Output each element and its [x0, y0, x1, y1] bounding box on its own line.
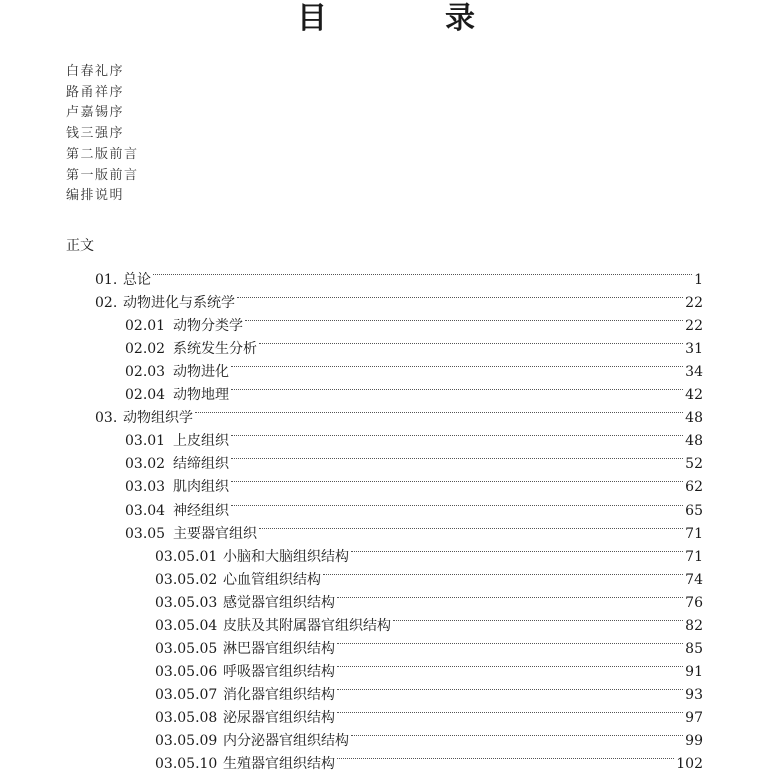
toc-entry-page: 93: [685, 686, 703, 703]
toc-entry-title: 主要器官组织: [173, 525, 257, 542]
toc-entry-number: 03.02: [125, 456, 166, 473]
toc-entry[interactable]: [155, 538, 703, 565]
toc-entry-title: 泌尿器官组织结构: [223, 709, 335, 726]
toc-entry-number: 03.05.05: [155, 640, 218, 657]
dot-leader: [231, 353, 683, 376]
toc-entry[interactable]: [155, 699, 703, 726]
page-title: 目 录: [297, 1, 519, 36]
toc-entry-title: 动物组织学: [123, 410, 193, 427]
toc-entry-number: 03.05.04: [155, 617, 218, 634]
dot-leader: [231, 445, 683, 468]
toc-entry-page: 48: [685, 410, 703, 427]
dot-leader: [237, 284, 683, 307]
toc-entry-number: 02.01: [125, 318, 166, 335]
toc-entry-number: 03.04: [125, 502, 166, 519]
toc-entry-number: 03.01: [125, 433, 166, 450]
dot-leader: [231, 376, 683, 399]
toc-entry-page: 85: [685, 640, 703, 657]
toc-entry-number: 03.05.02: [155, 571, 218, 588]
toc-entry-title: 动物进化与系统学: [123, 295, 235, 312]
toc-entry-title: 系统发生分析: [173, 341, 257, 358]
dot-leader: [393, 607, 683, 630]
toc-entry-number: 01.: [95, 272, 118, 288]
toc-entry[interactable]: [125, 330, 703, 358]
toc-entry-title: 消化器官组织结构: [223, 686, 335, 703]
toc-entry-page: 22: [685, 295, 703, 312]
toc-entry[interactable]: [125, 468, 703, 496]
dot-leader: [323, 561, 683, 584]
toc-entry-title: 小脑和大脑组织结构: [223, 548, 349, 565]
toc-entry-title: 心血管组织结构: [223, 571, 321, 588]
toc-entry-title: 生殖器官组织结构: [223, 756, 335, 773]
toc-entry-title: 皮肤及其附属器官组织结构: [223, 617, 391, 634]
toc-entry[interactable]: [155, 745, 703, 773]
toc-entry-title: 神经组织: [173, 502, 229, 519]
toc-entry-page: 102: [676, 756, 703, 773]
preface-item[interactable]: 钱三强序: [66, 126, 125, 142]
toc-entry-page: 31: [685, 341, 703, 358]
toc-entry-page: 22: [685, 318, 703, 335]
dot-leader: [231, 492, 683, 515]
toc-entry-number: 03.05.01: [155, 548, 218, 565]
preface-item[interactable]: 卢嘉锡序: [66, 105, 125, 121]
toc-entry[interactable]: [95, 399, 703, 427]
toc-entry[interactable]: [125, 492, 703, 519]
toc-entry[interactable]: [155, 722, 703, 749]
dot-leader: [337, 745, 674, 768]
dot-leader: [351, 538, 683, 561]
toc-entry[interactable]: [155, 676, 703, 703]
toc-entry[interactable]: [125, 307, 703, 335]
toc-entry[interactable]: [95, 284, 703, 312]
toc-entry-number: 03.05.06: [155, 663, 218, 680]
toc-entry[interactable]: [155, 630, 703, 657]
toc-entry-title: 感觉器官组织结构: [223, 594, 335, 611]
preface-item[interactable]: 第二版前言: [66, 146, 139, 162]
toc-entry[interactable]: [95, 261, 703, 288]
toc-entry[interactable]: [125, 353, 703, 381]
dot-leader: [231, 468, 683, 491]
toc-entry-number: 02.04: [125, 387, 166, 404]
dot-leader: [337, 630, 683, 653]
dot-leader: [337, 653, 683, 676]
toc-entry-page: 76: [685, 594, 703, 611]
toc-entry-title: 结缔组织: [173, 456, 229, 473]
toc-entry-number: 03.03: [125, 479, 166, 496]
toc-entry-page: 91: [685, 663, 703, 680]
dot-leader: [259, 330, 683, 353]
dot-leader: [337, 699, 683, 722]
toc-entry-number: 03.05.10: [155, 756, 218, 773]
toc-entry-page: 48: [685, 433, 703, 450]
toc-entry-title: 动物分类学: [173, 318, 243, 335]
toc-entry-number: 02.02: [125, 341, 166, 358]
section-heading: 正文: [66, 238, 94, 254]
toc-entry-number: 02.: [95, 295, 118, 312]
toc-entry[interactable]: [125, 515, 703, 542]
toc-entry-page: 74: [685, 571, 703, 588]
preface-item[interactable]: 第一版前言: [66, 167, 139, 183]
toc-entry[interactable]: [155, 561, 703, 588]
dot-leader: [337, 676, 683, 699]
toc-entry-title: 上皮组织: [173, 433, 229, 450]
toc-entry-title: 淋巴器官组织结构: [223, 640, 335, 657]
toc-entry-number: 03.: [95, 410, 118, 427]
toc-entry-title: 呼吸器官组织结构: [223, 663, 335, 680]
toc-entry-number: 03.05: [125, 525, 166, 542]
toc-entry-page: 99: [685, 733, 703, 749]
dot-leader: [245, 307, 683, 330]
toc-entry-number: 03.05.07: [155, 686, 218, 703]
preface-item[interactable]: 编排说明: [66, 188, 125, 204]
toc-entry-page: 65: [685, 502, 703, 519]
dot-leader: [337, 584, 683, 607]
toc-entry-page: 71: [685, 525, 703, 542]
dot-leader: [259, 515, 683, 538]
toc-entry-page: 62: [685, 479, 703, 496]
toc-entry-title: 动物进化: [173, 364, 229, 381]
toc-entry[interactable]: [125, 376, 703, 404]
toc-entry-page: 97: [685, 709, 703, 726]
dot-leader: [195, 399, 683, 422]
preface-item[interactable]: 路甬祥序: [66, 84, 125, 100]
toc-entry-number: 02.03: [125, 364, 166, 381]
toc-entry-page: 34: [685, 364, 703, 381]
toc-entry-page: 71: [685, 548, 703, 565]
toc-entry-title: 总论: [123, 272, 151, 288]
toc-entry-number: 03.05.03: [155, 594, 218, 611]
toc-entry-number: 03.05.09: [155, 733, 218, 749]
toc-entry-title: 内分泌器官组织结构: [223, 733, 349, 749]
toc-entry-title: 动物地理: [173, 387, 229, 404]
toc-entry-page: 1: [694, 272, 703, 288]
toc-entry-title: 肌肉组织: [173, 479, 229, 496]
toc-entry[interactable]: [155, 607, 703, 634]
toc-entry-page: 52: [685, 456, 703, 473]
dot-leader: [231, 422, 683, 445]
dot-leader: [153, 261, 692, 284]
toc-entry[interactable]: [155, 653, 703, 680]
toc-entry-page: 42: [685, 387, 703, 404]
toc-entry[interactable]: [125, 445, 703, 473]
preface-item[interactable]: 白春礼序: [66, 64, 125, 79]
dot-leader: [351, 722, 683, 745]
preface-list: [66, 62, 139, 207]
toc-entry-number: 03.05.08: [155, 709, 218, 726]
toc-entry[interactable]: [155, 584, 703, 611]
toc-entry[interactable]: [125, 422, 703, 450]
toc-entry-page: 82: [685, 617, 703, 634]
